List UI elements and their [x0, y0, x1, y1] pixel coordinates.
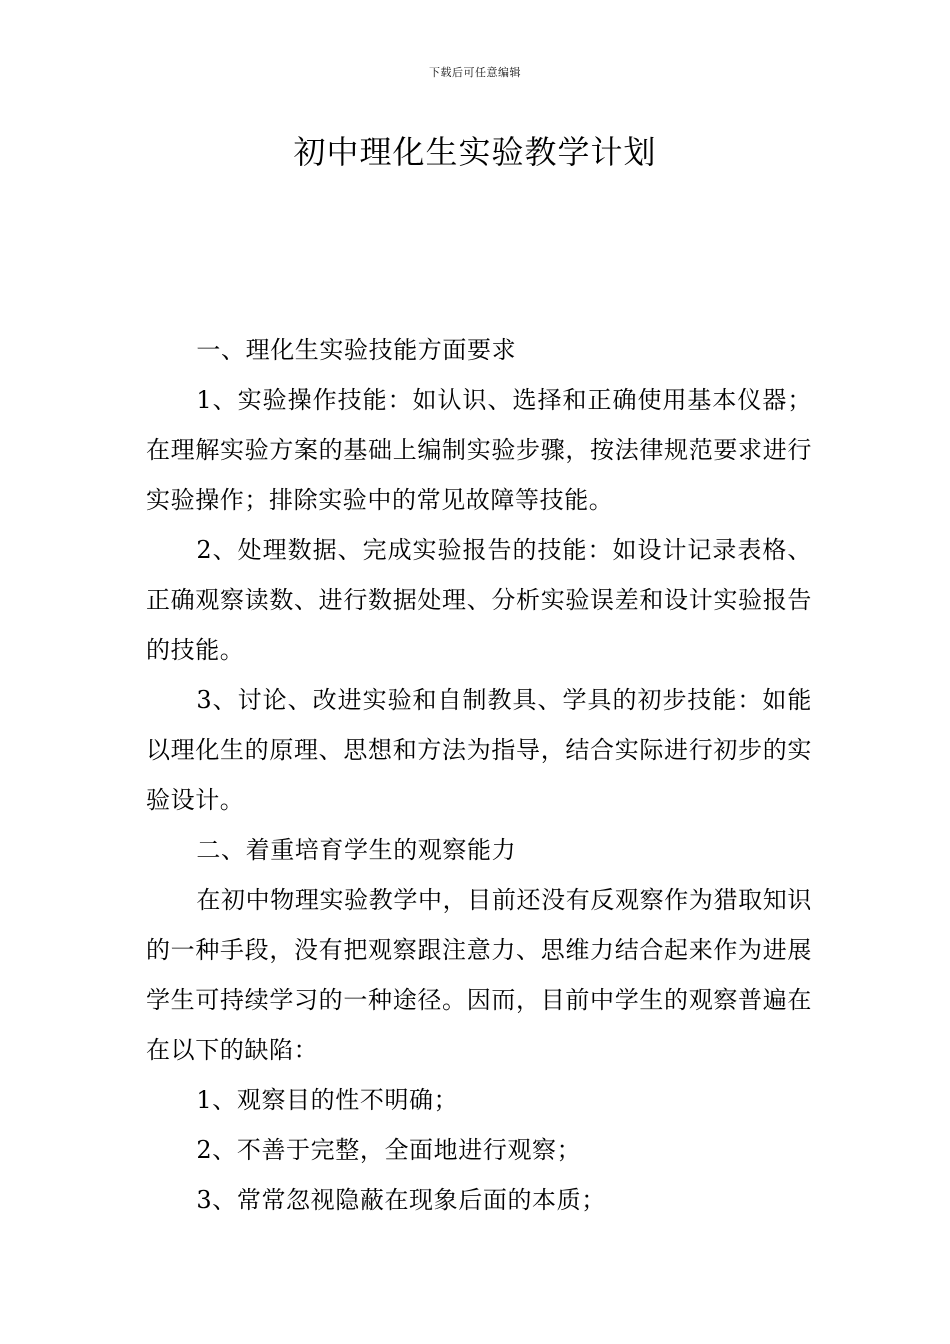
list-item: 2、不善于完整，全面地进行观察；	[196, 1136, 582, 1164]
paragraph: 1、实验操作技能：如认识、选择和正确使用基本仪器；在理解实验方案的基础上编制实验步骤，按法律规范要求进行实验操作；排除实验中的常见故障等技能。	[146, 386, 812, 514]
paragraph: 在初中物理实验教学中，目前还没有反观察作为猎取知识的一种手段，没有把观察跟注意力、思维力结合起来作为进展学生可持续学习的一种途径。因而，目前中学生的观察普遍在在以下的缺陷：	[146, 886, 812, 1064]
list-item: 3、常常忽视隐蔽在现象后面的本质；	[196, 1186, 606, 1214]
section-heading-2: 二、着重培育学生的观察能力	[196, 836, 517, 864]
list-item: 1、观察目的性不明确；	[196, 1086, 459, 1114]
paragraph: 3、讨论、改进实验和自制教具、学具的初步技能：如能以理化生的原理、思想和方法为指导，结合实际进行初步的实验设计。	[146, 686, 812, 814]
document-title: 初中理化生实验教学计划	[293, 133, 657, 171]
header-note: 下载后可任意编辑	[429, 66, 521, 79]
section-heading-1: 一、理化生实验技能方面要求	[196, 336, 517, 364]
document-body	[146, 325, 812, 1225]
paragraph: 2、处理数据、完成实验报告的技能：如设计记录表格、正确观察读数、进行数据处理、分析实验误差和设计实验报告的技能。	[146, 536, 812, 664]
